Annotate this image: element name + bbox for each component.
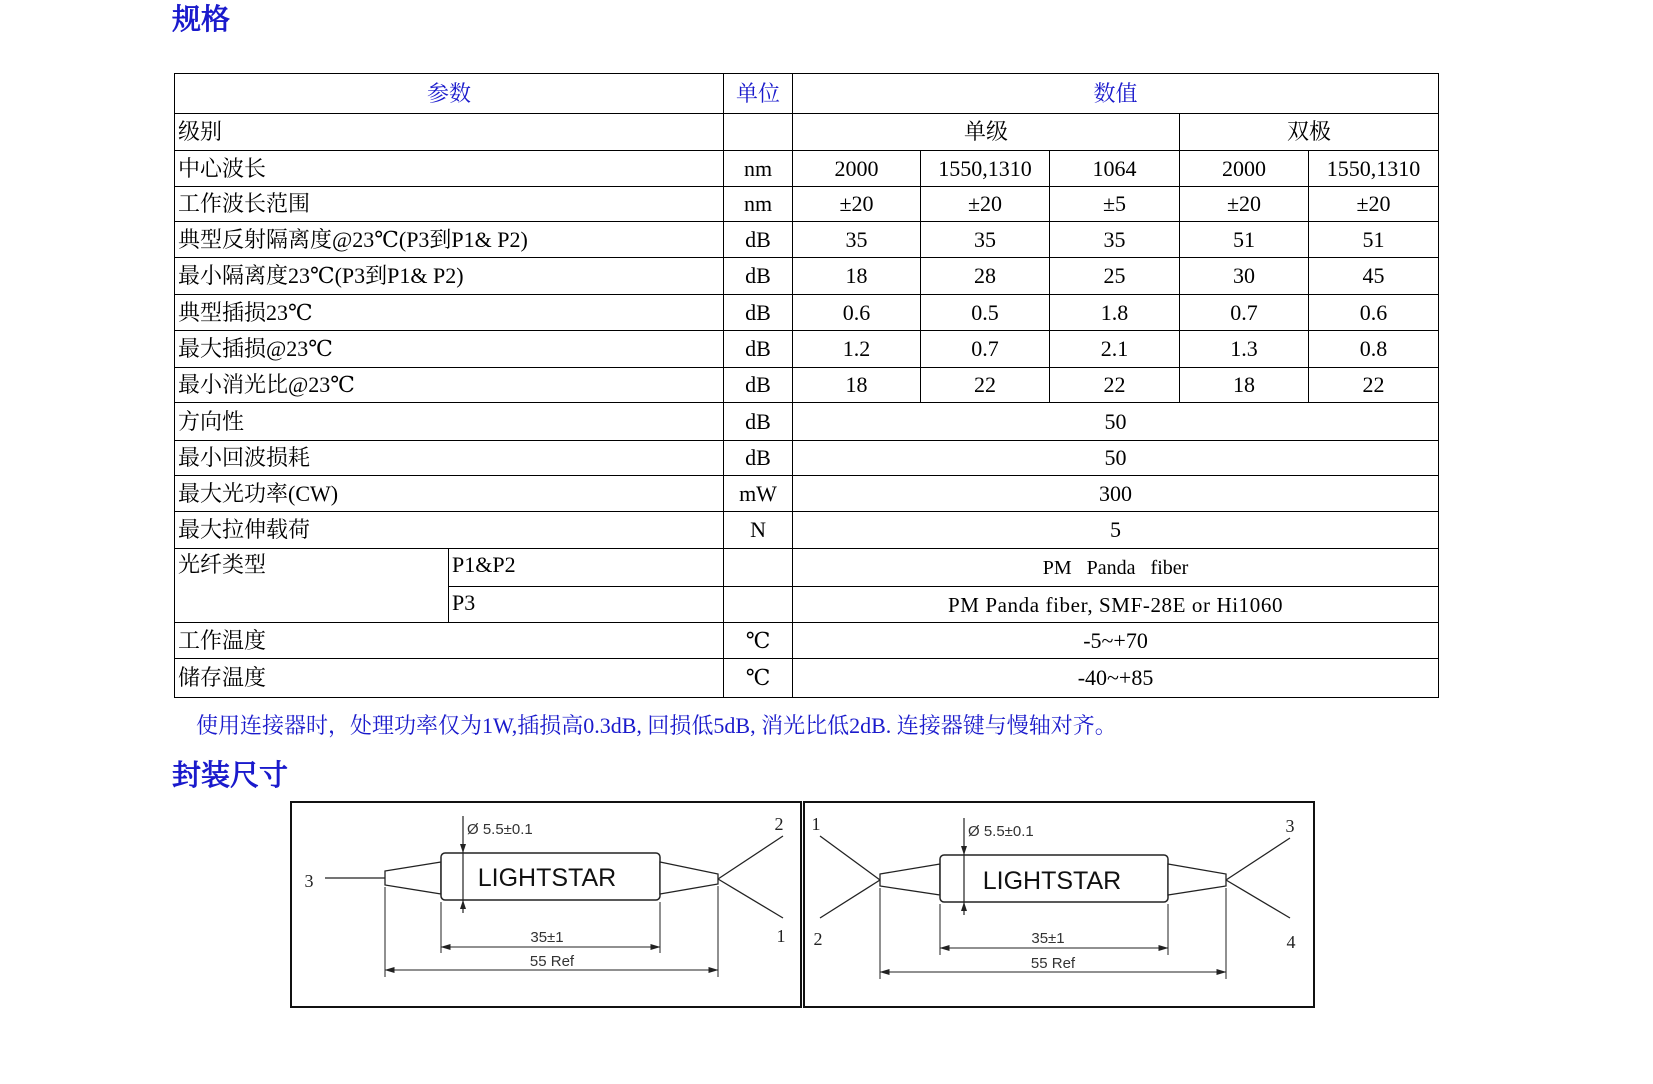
- row-typical-insertion-loss: [175, 295, 1439, 331]
- port-label: 3: [1285, 816, 1295, 836]
- boot-left: [880, 864, 940, 895]
- fiber-line: [718, 879, 783, 918]
- param-cell: 典型插损23℃: [175, 295, 724, 331]
- unit-cell: dB: [724, 295, 793, 331]
- value-cell: ±20: [1180, 187, 1309, 222]
- diameter-label: Ø 5.5±0.1: [467, 821, 533, 838]
- unit-cell: [724, 114, 793, 151]
- unit-cell: dB: [724, 403, 793, 441]
- grade-dual: 双极: [1180, 114, 1439, 151]
- value-cell: 1.3: [1180, 331, 1309, 368]
- fiber-line: [1226, 880, 1290, 918]
- fiber-port-cell: P3: [449, 587, 724, 623]
- value-cell: 45: [1309, 258, 1439, 295]
- value-cell: 1550,1310: [921, 151, 1050, 187]
- grade-single: 单级: [793, 114, 1180, 151]
- param-cell: 工作波长范围: [175, 187, 724, 222]
- param-cell: 储存温度: [175, 659, 724, 698]
- arrowhead: [961, 846, 967, 855]
- value-cell: 5: [793, 512, 1439, 549]
- unit-cell: [724, 549, 793, 587]
- unit-cell: N: [724, 512, 793, 549]
- port-label: 1: [776, 926, 786, 946]
- port-label: 3: [304, 871, 314, 891]
- value-cell: 1.8: [1050, 295, 1180, 331]
- unit-cell: ℃: [724, 659, 793, 698]
- unit-cell: [724, 587, 793, 623]
- row-max-tensile-load: [175, 512, 1439, 549]
- row-min-isolation: [175, 258, 1439, 295]
- value-cell: 0.7: [921, 331, 1050, 368]
- fiber-value-cell: PM Panda fiber: [793, 549, 1439, 587]
- param-cell: 最大光功率(CW): [175, 476, 724, 512]
- param-cell: 中心波长: [175, 151, 724, 187]
- boot-right: [1168, 864, 1226, 895]
- param-cell: 典型反射隔离度@23℃(P3到P1& P2): [175, 222, 724, 258]
- row-fiber-type-p1p2: [175, 549, 1439, 587]
- package-heading: 封装尺寸: [172, 758, 289, 792]
- param-cell: 最大拉伸载荷: [175, 512, 724, 549]
- fiber-line: [820, 836, 880, 880]
- value-cell: 22: [921, 368, 1050, 403]
- value-cell: 18: [1180, 368, 1309, 403]
- value-cell: 2000: [793, 151, 921, 187]
- value-cell: 35: [793, 222, 921, 258]
- right-drawing: [804, 802, 1314, 1007]
- fiber-type-label: 光纤类型: [175, 549, 449, 623]
- header-value: 数值: [793, 74, 1439, 114]
- value-cell: 300: [793, 476, 1439, 512]
- value-cell: 51: [1309, 222, 1439, 258]
- boot-left: [385, 862, 441, 894]
- unit-cell: dB: [724, 222, 793, 258]
- unit-cell: dB: [724, 331, 793, 368]
- value-cell: 22: [1309, 368, 1439, 403]
- value-cell: -5~+70: [793, 623, 1439, 659]
- row-grade: [175, 114, 1439, 151]
- value-cell: 18: [793, 368, 921, 403]
- value-cell: ±5: [1050, 187, 1180, 222]
- total-length-label: 55 Ref: [529, 953, 575, 970]
- connector-note: 使用连接器时，处理功率仅为1W,插损高0.3dB, 回损低5dB, 消光比低2dB. 连接器键与慢轴对齐。: [196, 713, 1117, 738]
- row-max-optical-power: [175, 476, 1439, 512]
- value-cell: 0.7: [1180, 295, 1309, 331]
- diameter-label: Ø 5.5±0.1: [968, 823, 1034, 840]
- value-cell: -40~+85: [793, 659, 1439, 698]
- port-label: 4: [1286, 932, 1296, 952]
- value-cell: 22: [1050, 368, 1180, 403]
- brand-label: LIGHTSTAR: [982, 867, 1122, 895]
- row-min-return-loss: [175, 441, 1439, 476]
- header-row: [175, 74, 1439, 114]
- header-param: 参数: [175, 74, 724, 114]
- fiber-line: [1226, 838, 1290, 880]
- row-directivity: [175, 403, 1439, 441]
- value-cell: 0.6: [793, 295, 921, 331]
- left-drawing: [291, 802, 801, 1007]
- value-cell: 30: [1180, 258, 1309, 295]
- body-length-label: 35±1: [530, 929, 564, 946]
- value-cell: 25: [1050, 258, 1180, 295]
- value-cell: 50: [793, 403, 1439, 441]
- arrowhead: [961, 902, 967, 911]
- value-cell: 0.5: [921, 295, 1050, 331]
- row-max-insertion-loss: [175, 331, 1439, 368]
- arrowhead: [460, 844, 466, 853]
- value-cell: 1550,1310: [1309, 151, 1439, 187]
- value-cell: 51: [1180, 222, 1309, 258]
- arrowhead: [460, 900, 466, 909]
- value-cell: 0.8: [1309, 331, 1439, 368]
- unit-cell: dB: [724, 441, 793, 476]
- row-operating-wavelength-range: [175, 187, 1439, 222]
- param-cell: 最大插损@23℃: [175, 331, 724, 368]
- row-storage-temperature: [175, 659, 1439, 698]
- param-cell: 最小回波损耗: [175, 441, 724, 476]
- value-cell: ±20: [793, 187, 921, 222]
- value-cell: 2.1: [1050, 331, 1180, 368]
- boot-right: [660, 862, 718, 894]
- value-cell: 2000: [1180, 151, 1309, 187]
- value-cell: 18: [793, 258, 921, 295]
- unit-cell: nm: [724, 187, 793, 222]
- value-cell: 1.2: [793, 331, 921, 368]
- value-cell: 35: [1050, 222, 1180, 258]
- unit-cell: dB: [724, 258, 793, 295]
- fiber-port-cell: P1&P2: [449, 549, 724, 587]
- row-min-extinction-ratio: [175, 368, 1439, 403]
- unit-cell: mW: [724, 476, 793, 512]
- value-cell: 1064: [1050, 151, 1180, 187]
- row-center-wavelength: [175, 151, 1439, 187]
- total-length-label: 55 Ref: [1030, 955, 1076, 972]
- left-drawing-frame: [291, 802, 801, 1007]
- unit-cell: dB: [724, 368, 793, 403]
- fiber-value-cell: PM Panda fiber, SMF-28E or Hi1060: [793, 587, 1439, 623]
- value-cell: 28: [921, 258, 1050, 295]
- fiber-line: [718, 836, 783, 879]
- port-label: 2: [774, 814, 784, 834]
- param-cell: 方向性: [175, 403, 724, 441]
- value-cell: ±20: [921, 187, 1050, 222]
- header-unit: 单位: [724, 74, 793, 114]
- value-cell: ±20: [1309, 187, 1439, 222]
- package-drawings: [290, 800, 1316, 1010]
- unit-cell: nm: [724, 151, 793, 187]
- param-cell: 最小隔离度23℃(P3到P1& P2): [175, 258, 724, 295]
- body-length-label: 35±1: [1031, 930, 1065, 947]
- fiber-line: [820, 880, 880, 918]
- param-cell: 最小消光比@23℃: [175, 368, 724, 403]
- value-cell: 50: [793, 441, 1439, 476]
- row-typical-isolation: [175, 222, 1439, 258]
- param-cell: 工作温度: [175, 623, 724, 659]
- spec-heading: 规格: [172, 2, 231, 36]
- param-cell: 级别: [175, 114, 724, 151]
- spec-table: [174, 73, 1439, 698]
- row-operating-temperature: [175, 623, 1439, 659]
- unit-cell: ℃: [724, 623, 793, 659]
- port-label: 2: [813, 929, 823, 949]
- value-cell: 35: [921, 222, 1050, 258]
- value-cell: 0.6: [1309, 295, 1439, 331]
- port-label: 1: [811, 814, 821, 834]
- brand-label: LIGHTSTAR: [477, 864, 617, 892]
